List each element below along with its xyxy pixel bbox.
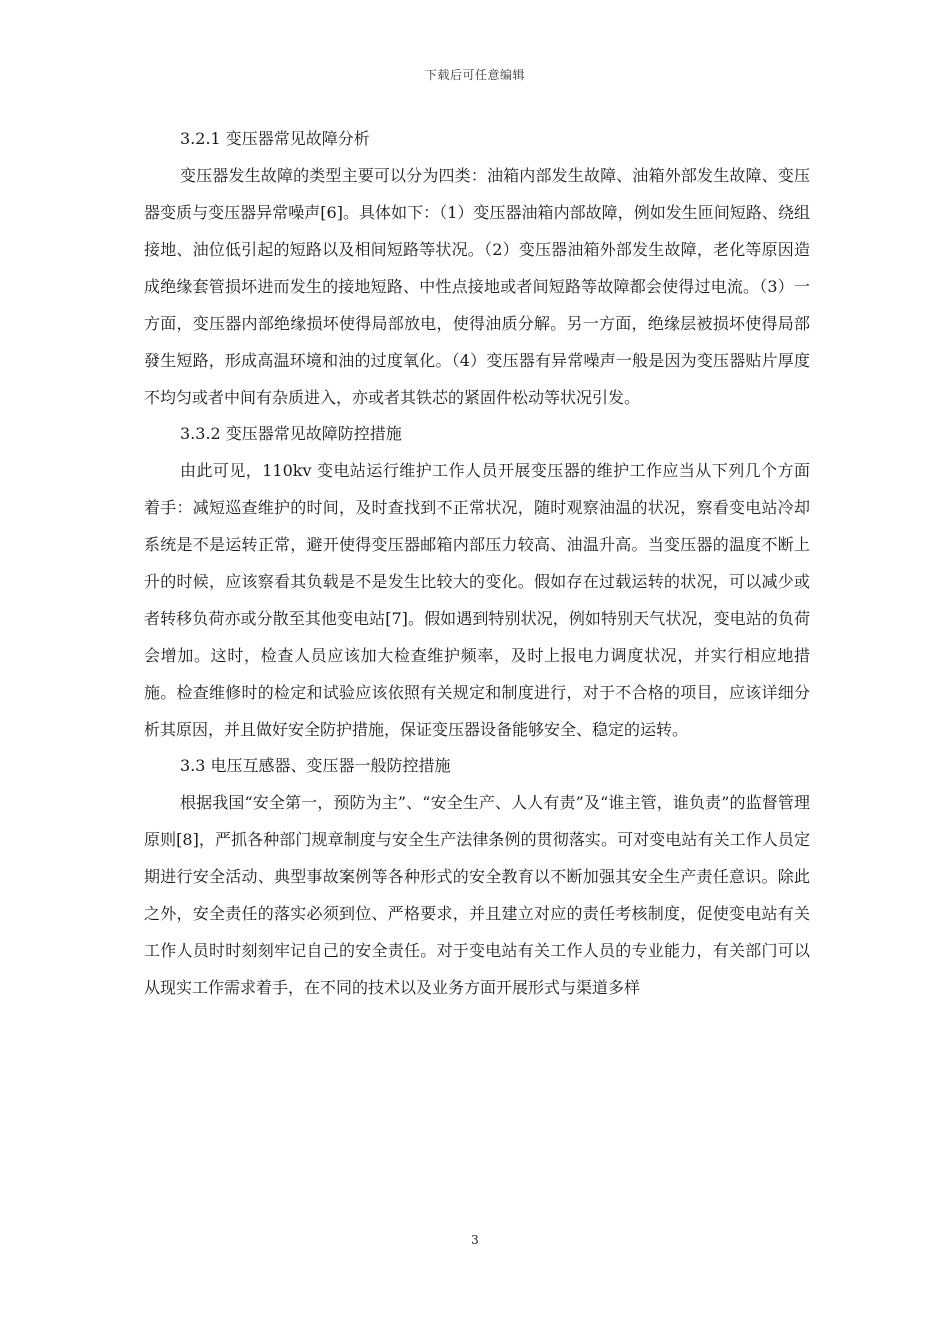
section-heading-3-2-1: 3.2.1 变压器常见故障分析	[180, 129, 370, 148]
section-heading-3-3: 3.3 电压互感器、变压器一般防控措施	[180, 756, 451, 775]
header-note: 下载后可任意编辑	[424, 68, 525, 82]
page-number: 3	[471, 1233, 479, 1247]
section-paragraph-3-3: 根据我国“安全第一，预防为主”、“安全生产、人人有责”及“谁主管，谁负责”的监督管理原则[8]，严抓各种部门规章制度与安全生产法律条例的贯彻落实。可对变电站有关工作人员定期进行安全活动、典型事故案例等各种形式的安全教育以不断加强其安全生产责任意识。除此之外，安全责任的落实必须到位、严格要求，并且建立对应的责任考核制度，促使变电站有关工作人员时时刻刻牢记自己的安全责任。对于变电站有关工作人员的专业能力，有关部门可以从现实工作需求着手，在不同的技术以及业务方面开展形式与渠道多样	[144, 793, 810, 997]
section-paragraph-3-2-1: 变压器发生故障的类型主要可以分为四类：油箱内部发生故障、油箱外部发生故障、变压器变质与变压器异常噪声[6]。具体如下：（1）变压器油箱内部故障，例如发生匝间短路、绕组接地、油位低引起的短路以及相间短路等状况。（2）变压器油箱外部发生故障，老化等原因造成绝缘套管损坏进而发生的接地短路、中性点接地或者间短路等故障都会使得过电流。（3）一方面，变压器内部绝缘损坏使得局部放电，使得油质分解。另一方面，绝缘层被损坏使得局部發生短路，形成高温环境和油的过度氧化。（4）变压器有异常噪声一般是因为变压器贴片厚度不均匀或者中间有杂质进入，亦或者其铁芯的紧固件松动等状况引发。	[144, 166, 810, 407]
section-heading-3-3-2: 3.3.2 变压器常见故障防控措施	[180, 424, 402, 443]
section-paragraph-3-3-2: 由此可见，110kv 变电站运行维护工作人员开展变压器的维护工作应当从下列几个方面着手：减短巡查维护的时间，及时查找到不正常状况，随时观察油温的状况，察看变电站冷却系统是不是运转正常，避开使得变压器邮箱内部压力较高、油温升高。当变压器的温度不断上升的时候，应该察看其负载是不是发生比较大的变化。假如存在过载运转的状况，可以减少或者转移负荷亦或分散至其他变电站[7]。假如遇到特别状况，例如特别天气状况，变电站的负荷会增加。这时，检查人员应该加大检查维护频率，及时上报电力调度状况，并实行相应地措施。检查维修时的检定和试验应该依照有关规定和制度进行，对于不合格的项目，应该详细分析其原因，并且做好安全防护措施，保证变压器设备能够安全、稳定的运转。	[144, 461, 810, 739]
document-body	[144, 121, 810, 1006]
